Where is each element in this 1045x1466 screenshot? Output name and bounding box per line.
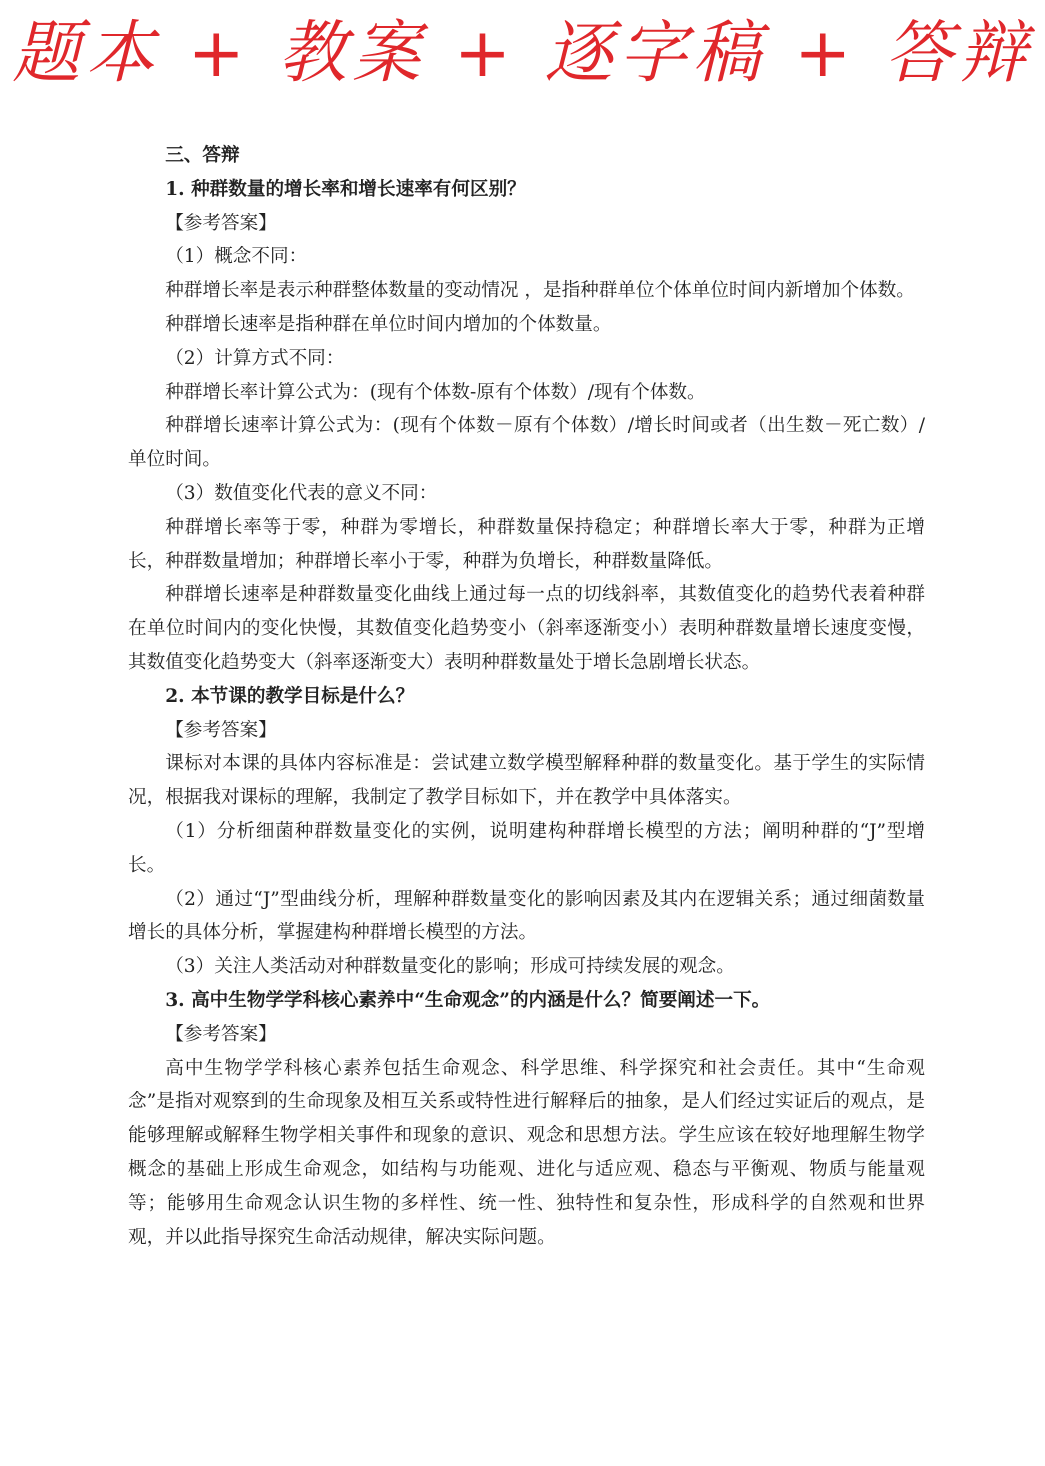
paragraph: （2）计算方式不同：	[165, 347, 345, 369]
paragraph: （1）概念不同：	[165, 246, 308, 268]
question-1: 1. 种群数量的增长率和增长速率有何区别？	[165, 178, 526, 200]
paragraph: 高中生物学学科核心素养包括生命观念、科学思维、科学探究和社会责任。其中“生命观念”是指对观察到的生命现象及相互关系或特性进行解释后的抽象，是人们经过实证后的观点，是能够理解或解释生物学相关事件和现象的意识、观念和思想方法。学生应该在较好地理解生物学概念的基础上形成生命观念，如结构与功能观、进化与适应观、稳态与平衡观、物质与能量观等；能够用生命观念认识生物的多样性、统一性、独特性和复杂性，形成科学的自然观和世界观，并以此指导探究生命活动规律，解决实际问题。	[128, 1057, 925, 1248]
paragraph: 种群增长率是表示种群整体数量的变动情况 ，是指种群单位个体单位时间内新增加个体数。	[165, 280, 915, 302]
section-title: 三、答辩	[165, 145, 240, 166]
paragraph: （2）通过“J”型曲线分析，理解种群数量变化的影响因素及其内在逻辑关系；通过细菌数量增长的具体分析，掌握建构种群增长模型的方法。	[128, 888, 925, 944]
reference-answer-label: 【参考答案】	[165, 719, 277, 741]
paragraph: 种群增长速率是种群数量变化曲线上通过每一点的切线斜率，其数值变化的趋势代表着种群在单位时间内的变化快慢，其数值变化趋势变小（斜率逐渐变小）表明种群数量增长速度变慢，其数值变化趋势变大（斜率逐渐变大）表明种群数量处于增长急剧增长状态。	[128, 584, 925, 673]
paragraph: （3）数值变化代表的意义不同：	[165, 482, 438, 504]
document-body	[128, 139, 925, 1254]
reference-answer-label: 【参考答案】	[165, 212, 277, 234]
paragraph: 种群增长速率计算公式为：(现有个体数－原有个体数）/增长时间或者（出生数－死亡数）/单位时间。	[128, 415, 925, 471]
paragraph: 种群增长率计算公式为：(现有个体数-原有个体数）/现有个体数。	[165, 381, 706, 403]
paragraph: （1）分析细菌种群数量变化的实例，说明建构种群增长模型的方法；阐明种群的“J”型增长。	[128, 820, 925, 876]
paragraph: 种群增长率等于零，种群为零增长，种群数量保持稳定；种群增长率大于零，种群为正增长，种群数量增加；种群增长率小于零，种群为负增长，种群数量降低。	[128, 516, 925, 572]
paragraph: 种群增长速率是指种群在单位时间内增加的个体数量。	[165, 313, 612, 335]
paragraph: （3）关注人类活动对种群数量变化的影响；形成可持续发展的观念。	[165, 956, 735, 978]
question-3: 3. 高中生物学学科核心素养中“生命观念”的内涵是什么？简要阐述一下。	[165, 989, 771, 1011]
question-2: 2. 本节课的教学目标是什么？	[165, 685, 415, 707]
banner-title: 题本 + 教案 + 逐字稿 + 答辩	[12, 14, 1033, 93]
paragraph: 课标对本课的具体内容标准是：尝试建立数学模型解释种群的数量变化。基于学生的实际情况，根据我对课标的理解，我制定了教学目标如下，并在教学中具体落实。	[128, 753, 925, 809]
reference-answer-label: 【参考答案】	[165, 1023, 277, 1045]
